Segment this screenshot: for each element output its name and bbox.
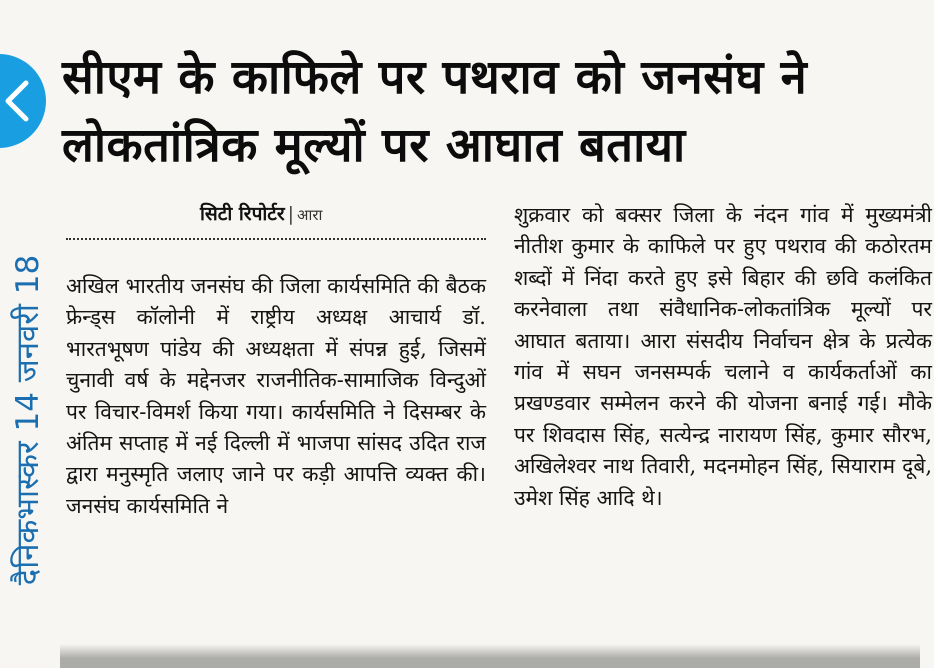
chevron-left-icon — [2, 79, 32, 123]
byline-author: सिटी रिपोर्टर — [200, 203, 285, 225]
dotted-divider — [66, 238, 486, 240]
previous-article-fragment — [60, 0, 920, 12]
article-body-left-column: अखिल भारतीय जनसंघ की जिला कार्यसमिति की बैठक फ्रेन्ड्स कॉलोनी में राष्ट्रीय अध्यक्ष आचार्य डॉ. भारतभूषण पांडेय की अध्यक्षता में संपन्न हुई, जिसमें चुनावी वर्ष के मद्देनजर राजनीतिक-सामाजिक विन्दुओं पर विचार-विमर्श किया गया। कार्यसमिति ने दिसम्बर के अंतिम सप्ताह में नई दिल्ली में भाजपा सांसद उदित राज द्वारा मनुस्मृति जलाए जाने पर कड़ी आपत्ति व्यक्त की। जनसंघ कार्यसमिति ने — [66, 274, 486, 518]
article-headline — [62, 44, 922, 180]
article-body-right-column: शुक्रवार को बक्सर जिला के नंदन गांव में मुख्यमंत्री नीतीश कुमार के काफिले पर हुए पथराव की कठोरतम शब्दों में निंदा करते हुए इसे बिहार की छवि कलंकित करनेवाला तथा संवैधानिक-लोकतांत्रिक मूल्यों पर आघात बताया। आरा संसदीय निर्वाचन क्षेत्र के प्रत्येक गांव में सघन जनसम्पर्क चलाने व कार्यकर्ताओं का प्रखण्डवार सम्मेलन करने की योजना बनाई गई। मौके पर शिवदास सिंह, सत्येन्द्र नारायण सिंह, कुमार सौरभ, अखिलेश्वर नाथ तिवारी, मदनमोहन सिंह, सियाराम दूबे, उमेश सिंह आदि थे। — [514, 203, 932, 510]
back-button[interactable] — [0, 54, 46, 148]
headline-line-2: लोकतांत्रिक मूल्यों पर आघात बताया — [62, 118, 686, 173]
next-article-fragment — [60, 644, 920, 668]
byline — [200, 200, 322, 226]
newspaper-date-label: दैनिकभास्कर 14 जनवरी 18 — [10, 254, 46, 586]
byline-location: आरा — [297, 206, 323, 224]
headline-line-1: सीएम के काफिले पर पथराव को जनसंघ ने — [62, 50, 808, 105]
byline-separator: | — [287, 203, 295, 225]
